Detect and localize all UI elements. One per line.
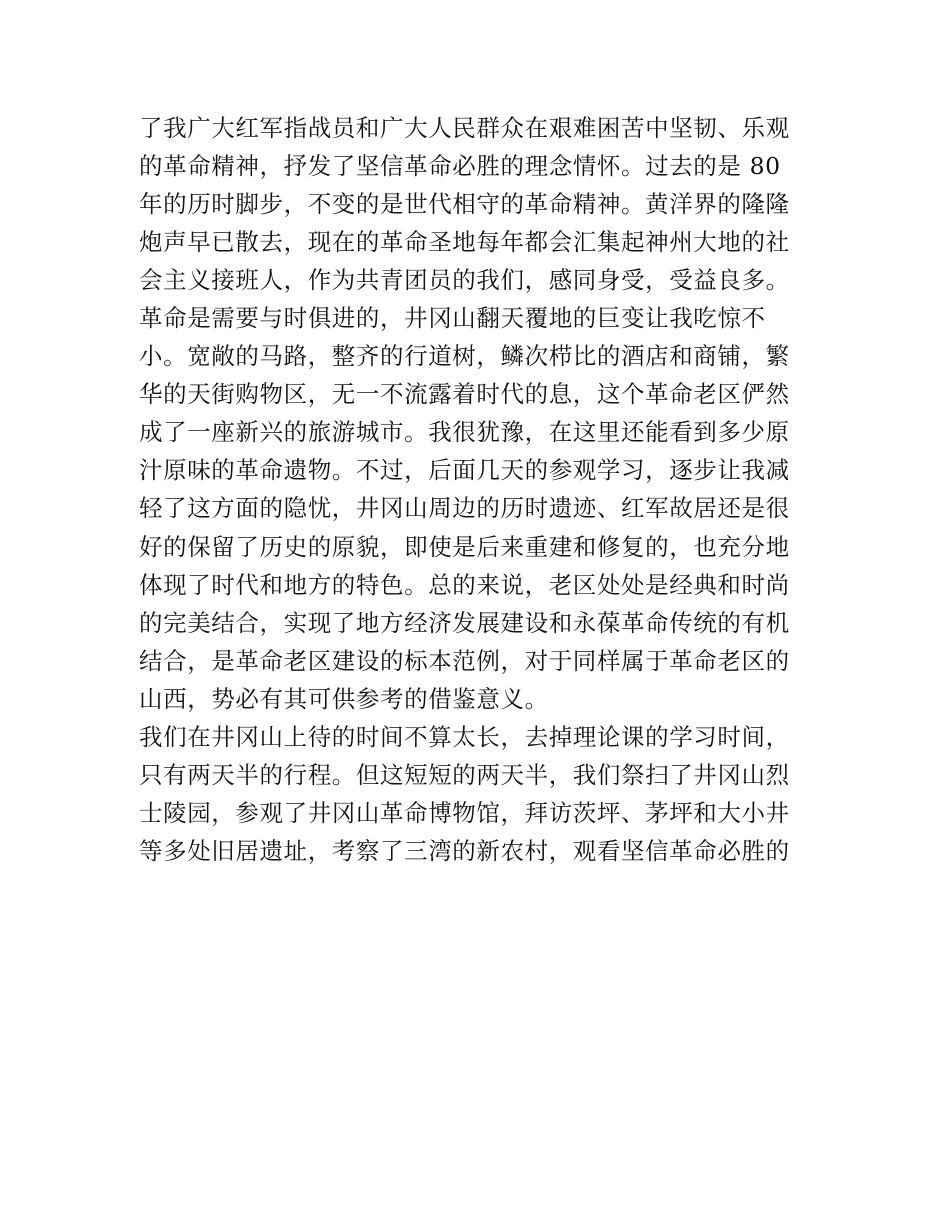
- paragraph-start-line: 我们在井冈山上待的时间不算太长，去掉理论课的学习时间，: [139, 722, 790, 751]
- text-line: 只有两天半的行程。但这短短的两天半，我们祭扫了井冈山烈: [139, 760, 790, 789]
- body-text: [139, 110, 839, 871]
- text-line: 了我广大红军指战员和广大人民群众在艰难困苦中坚韧、乐观: [139, 114, 790, 142]
- text-line: 成了一座新兴的旅游城市。我很犹豫，在这里还能看到多少原: [139, 418, 790, 447]
- text-line: 炮声早已散去，现在的革命圣地每年都会汇集起神州大地的社: [139, 228, 790, 257]
- text-line: 汁原味的革命遗物。不过，后面几天的参观学习，逐步让我减: [139, 456, 790, 485]
- text-line: 体现了时代和地方的特色。总的来说，老区处处是经典和时尚: [139, 570, 790, 599]
- text-line: 的完美结合，实现了地方经济发展建设和永葆革命传统的有机: [139, 608, 790, 637]
- paragraph-start-line: 革命是需要与时俱进的，井冈山翻天覆地的巨变让我吃惊不: [139, 304, 766, 333]
- text-line: 的革命精神，抒发了坚信革命必胜的理念情怀。过去的是 80: [139, 152, 781, 181]
- text-line: 等多处旧居遗址，考察了三湾的新农村，观看坚信革命必胜的: [139, 836, 790, 865]
- text-line: 轻了这方面的隐忧，井冈山周边的历时遗迹、红军故居还是很: [139, 494, 790, 523]
- text-line: 小。宽敞的马路，整齐的行道树，鳞次栉比的酒店和商铺，繁: [139, 342, 790, 371]
- text-line: 山西，势必有其可供参考的借鉴意义。: [139, 684, 549, 713]
- text-line: 华的天街购物区，无一不流露着时代的息，这个革命老区俨然: [139, 380, 790, 409]
- text-line: 好的保留了历史的原貌，即使是后来重建和修复的，也充分地: [139, 532, 790, 561]
- text-line: 会主义接班人，作为共青团员的我们，感同身受，受益良多。: [139, 266, 790, 295]
- text-line: 士陵园，参观了井冈山革命博物馆，拜访茨坪、茅坪和大小井: [139, 798, 790, 827]
- text-line: 结合，是革命老区建设的标本范例，对于同样属于革命老区的: [139, 646, 790, 675]
- text-line: 年的历时脚步，不变的是世代相守的革命精神。黄洋界的隆隆: [139, 190, 790, 219]
